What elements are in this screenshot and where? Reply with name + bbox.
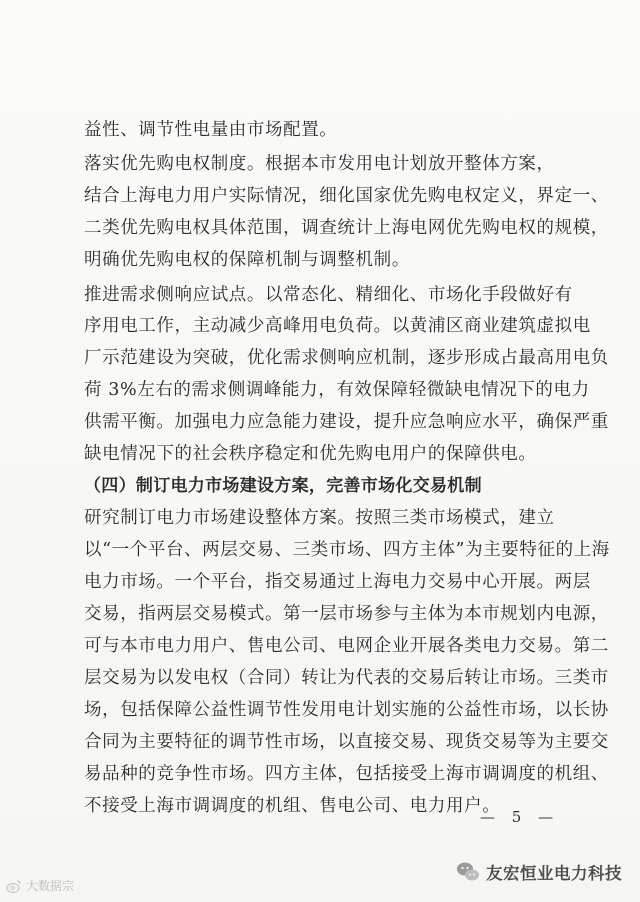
watermark-right-text: 友宏恒业电力科技	[486, 864, 622, 883]
text-line: 供需平衡。加强电力应急能力建设，提升应急响应水平，确保严重	[84, 412, 609, 432]
watermark-left-text: 大数据宗	[26, 879, 75, 893]
text-line: 二类优先购电权具体范围，调查统计上海电网优先购电权的规模，	[84, 218, 609, 238]
text-line: 荷 3%左右的需求侧调峰能力，有效保障轻微缺电情况下的电力	[84, 380, 590, 400]
text-line: 层交易为以发电权（合同）转让为代表的交易后转让市场。三类市	[84, 668, 609, 688]
watermark-right	[456, 860, 622, 884]
text-line: 推进需求侧响应试点。以常态化、精细化、市场化手段做好有	[84, 285, 573, 305]
text-line: 结合上海电力用户实际情况，细化国家优先购电权定义，界定一、	[84, 186, 609, 206]
section-heading: （四）制订电力市场建设方案，完善市场化交易机制	[84, 476, 482, 496]
wechat-logo-icon	[456, 861, 480, 883]
text-line: 厂示范建设为突破，优化需求侧响应机制，逐步形成占最高用电负	[84, 348, 609, 368]
text-line: 落实优先购电权制度。根据本市发用电计划放开整体方案，	[84, 154, 555, 174]
text-line: 缺电情况下的社会秩序稳定和优先购电用户的保障供电。	[84, 444, 537, 464]
text-line: 研究制订电力市场建设整体方案。按照三类市场模式，建立	[84, 508, 555, 528]
weibo-logo-icon	[6, 878, 22, 894]
text-line: 序用电工作，主动减少高峰用电负荷。以黄浦区商业建筑虚拟电	[84, 316, 591, 336]
page-number: — 5 —	[480, 808, 560, 826]
text-line: 不接受上海市调调度的机组、售电公司、电力用户。	[84, 796, 501, 816]
text-line: 场，包括保障公益性调节性发用电计划实施的公益性市场，以长协	[84, 700, 609, 720]
watermark-left	[6, 877, 74, 894]
text-line: 明确优先购电权的保障机制与调整机制。	[84, 250, 410, 270]
text-line: 电力市场。一个平台，指交易通过上海电力交易中心开展。两层	[84, 572, 591, 592]
text-line: 以“一个平台、两层交易、三类市场、四方主体”为主要特征的上海	[84, 540, 610, 560]
text-line: 交易，指两层交易模式。第一层市场参与主体为本市规划内电源，	[84, 604, 609, 624]
text-line: 可与本市电力用户、售电公司、电网企业开展各类电力交易。第二	[84, 636, 609, 656]
text-line: 易品种的竞争性市场。四方主体，包括接受上海市调调度的机组、	[84, 764, 609, 784]
text-line: 合同为主要特征的调节性市场，以直接交易、现货交易等为主要交	[84, 732, 609, 752]
text-line: 益性、调节性电量由市场配置。	[84, 120, 338, 140]
